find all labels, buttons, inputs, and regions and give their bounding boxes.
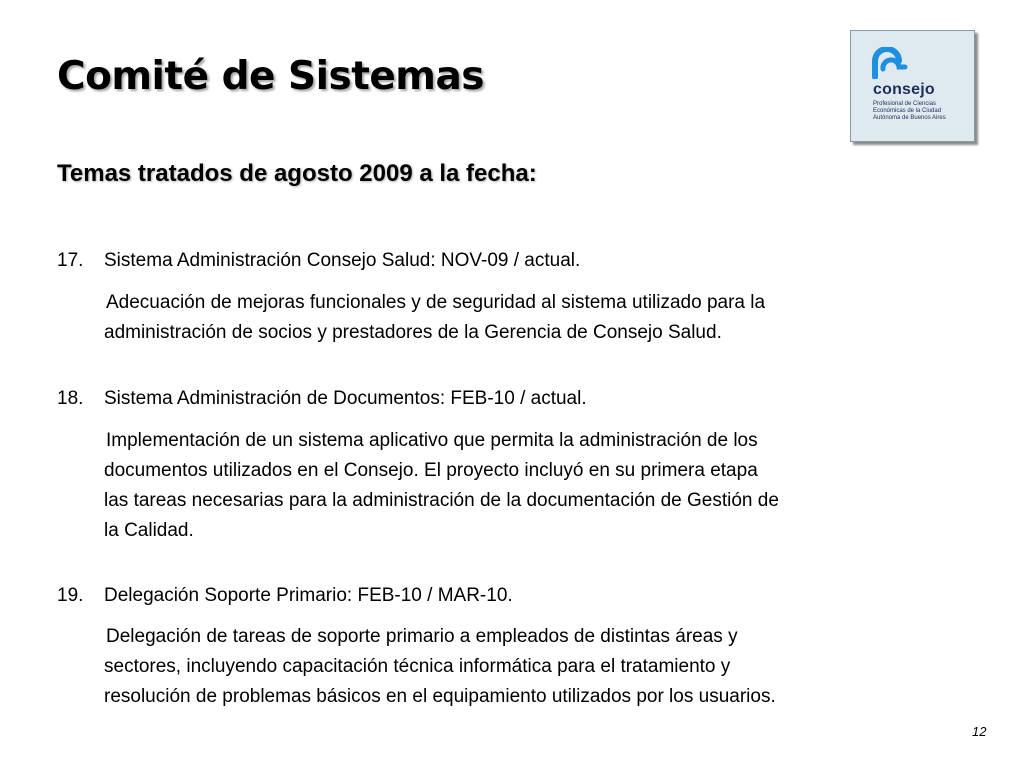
description-line: la Calidad. xyxy=(104,520,194,541)
description-line: las tareas necesarias para la administración de la documentación de Gestión de xyxy=(104,490,779,511)
description-line: Adecuación de mejoras funcionales y de seguridad al sistema utilizado para la xyxy=(106,292,766,313)
logo-subtitle xyxy=(873,101,971,122)
slide-title: Comité de Sistemas xyxy=(57,54,484,99)
description-line: Implementación de un sistema aplicativo que permita la administración de los xyxy=(106,430,758,451)
page-number: 12 xyxy=(972,724,987,739)
description-line: sectores, incluyendo capacitación técnica informática para el tratamiento y xyxy=(104,656,731,677)
item-title: Sistema Administración de Documentos: FEB-10 / actual. xyxy=(104,388,587,409)
item-description xyxy=(104,426,1019,546)
description-line: Delegación de tareas de soporte primario a empleados de distintas áreas y xyxy=(106,626,738,647)
item-title: Sistema Administración Consejo Salud: NOV-09 / actual. xyxy=(104,250,581,271)
item-description xyxy=(104,622,1019,712)
logo-subtitle-line: Profesional de Ciencias xyxy=(873,101,937,107)
item-number: 17. xyxy=(57,250,84,271)
section-subtitle: Temas tratados de agosto 2009 a la fecha: xyxy=(57,160,537,187)
logo-subtitle-line: Económicas de la Ciudad xyxy=(873,108,942,114)
item-heading xyxy=(57,585,513,607)
item-title: Delegación Soporte Primario: FEB-10 / MAR-10. xyxy=(104,585,513,606)
logo-wordmark: consejo xyxy=(873,81,935,98)
item-number: 19. xyxy=(57,585,84,606)
item-number: 18. xyxy=(57,388,84,409)
item-heading xyxy=(57,250,580,272)
description-line: administración de socios y prestadores de la Gerencia de Consejo Salud. xyxy=(104,322,722,343)
description-line: resolución de problemas básicos en el equipamiento utilizados por los usuarios. xyxy=(104,686,776,707)
item-description xyxy=(104,288,1019,348)
consejo-logo xyxy=(850,30,975,142)
logo-subtitle-line: Autónoma de Buenos Aires xyxy=(873,115,946,121)
item-heading xyxy=(57,388,587,410)
description-line: documentos utilizados en el Consejo. El proyecto incluyó en su primera etapa xyxy=(104,460,758,481)
consejo-logo-mark-icon xyxy=(871,47,911,79)
